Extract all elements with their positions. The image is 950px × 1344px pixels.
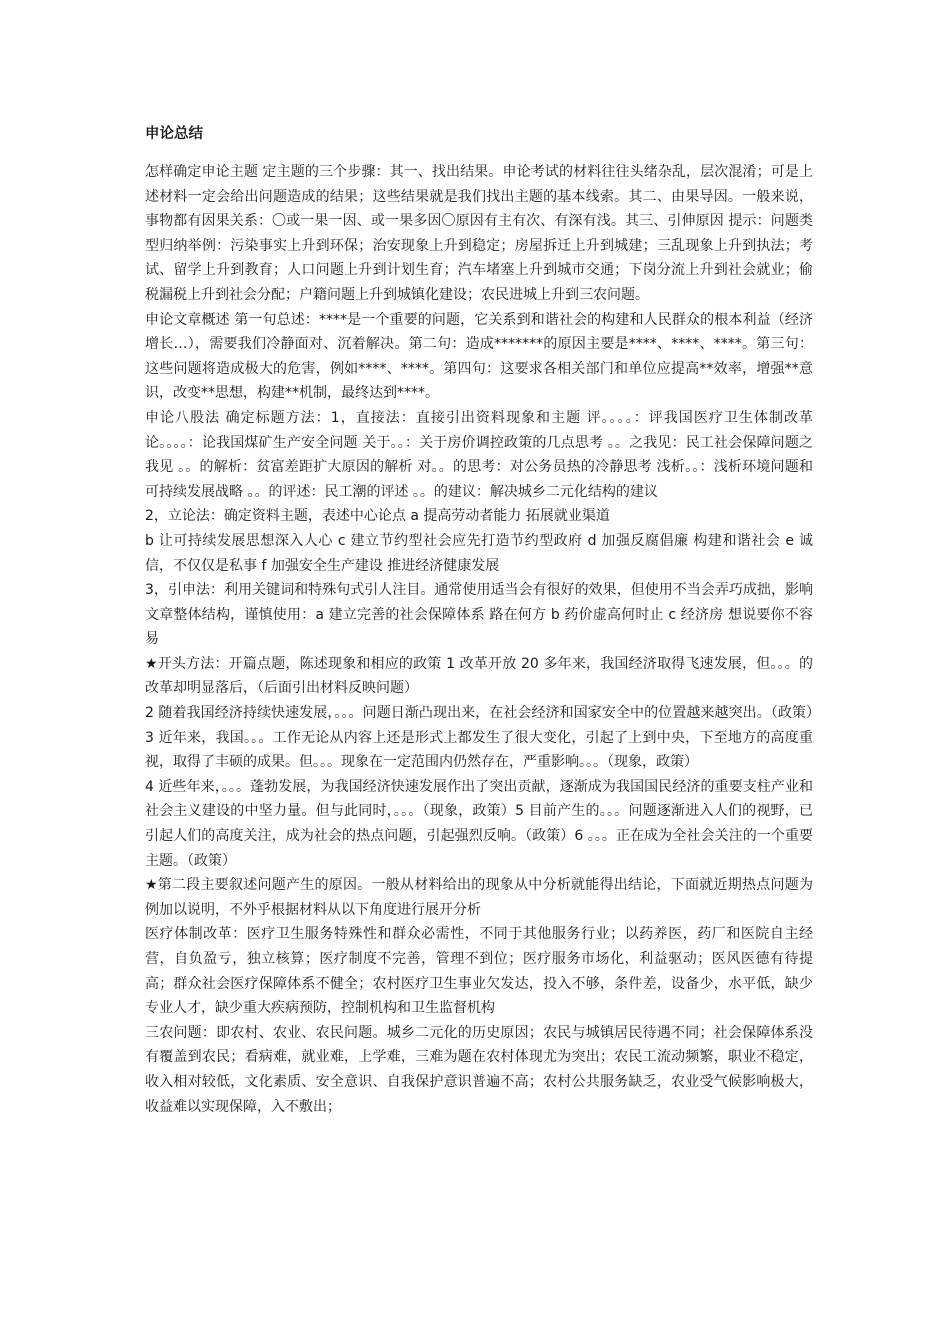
document-page [145,122,813,1119]
paragraph-article-overview: 申论文章概述 第一句总述：****是一个重要的问题，它关系到和谐社会的构建和人民群众的根本利益（经济增长…），需要我们冷静面对、沉着解决。第二句：造成*******的原因主要是****、****、****。第三句：这些问题将造成极大的危害，例如****、****。第四句：这要求各相关部门和单位应提高**效率，增强**意识，改变**思想，构建**机制，最终达到****。 [145,311,813,402]
paragraph-opening-example-2: 2 随着我国经济持续快速发展，。。。问题日渐凸现出来，在社会经济和国家安全中的位置越来越突出。（政策）3 近年来，我国。。。工作无论从内容上还是形式上都发生了很大变化，引起了上到中央，下至地方的高度重视，取得了丰硕的成果。但。。。现象在一定范围内仍然存在，严重影响。。。（现象，政策） [145,705,813,771]
paragraph-opening-methods: ★开头方法：开篇点题，陈述现象和相应的政策 1 改革开放 20 多年来，我国经济取得飞速发展，但。。。的改革却明显落后，（后面引出材料反映问题） [145,655,813,697]
paragraph-three-rural-issues: 三农问题：即农村、农业、农民问题。城乡二元化的历史原因；农民与城镇居民待遇不同；社会保障体系没有覆盖到农民；看病难，就业难，上学难，三难为题在农村体现尤为突出；农民工流动频繁，职业不稳定，收入相对较低，文化素质、安全意识、自我保护意识普遍不高；农村公共服务缺乏，农业受气候影响极大，收益难以实现保障，入不敷出； [145,1024,813,1115]
paragraph-opening-example-4: 4 近些年来，。。。蓬勃发展，为我国经济快速发展作出了突出贡献，逐渐成为我国国民经济的重要支柱产业和社会主义建设的中坚力量。但与此同时，。。。（现象，政策）5 目前产生的。。。问题逐渐进入人们的视野，已引起人们的高度关注，成为社会的热点问题，引起强烈反响。（政策）6 。。。正在成为全社会关注的一个重要主题。（政策） [145,778,813,869]
paragraph-medical-reform: 医疗体制改革：医疗卫生服务特殊性和群众必需性，不同于其他服务行业；以药养医，药厂和医院自主经营，自负盈亏，独立核算；医疗制度不完善，管理不到位；医疗服务市场化，利益驱动；医风医德有待提高；群众社会医疗保障体系不健全；农村医疗卫生事业欠发达，投入不够，条件差，设备少，水平低，缺少专业人才，缺少重大疾病预防，控制机构和卫生监督机构 [145,926,813,1017]
document-title: 申论总结 [145,126,203,142]
paragraph-extension-method: 3，引申法：利用关键词和特殊句式引人注目。通常使用适当会有很好的效果，但使用不当会弄巧成拙，影响文章整体结构，谨慎使用：a 建立完善的社会保障体系 路在何方 b 药价虚高何时止 c 经济房 想说要你不容易 [145,582,813,648]
paragraph-argument-examples: b 让可持续发展思想深入人心 c 建立节约型社会应先打造节约型政府 d 加强反腐倡廉 构建和谐社会 e 诚信，不仅仅是私事 f 加强安全生产建设 推进经济健康发展 [145,532,813,574]
paragraph-argument-method: 2，立论法：确定资料主题，表述中心论点 a 提高劳动者能力 拓展就业渠道 [145,508,610,525]
paragraph-second-section: ★第二段主要叙述问题产生的原因。一般从材料给出的现象从中分析就能得出结论，下面就近期热点问题为例加以说明，不外乎根据材料从以下角度进行展开分析 [145,877,813,918]
paragraph-main-theme: 怎样确定申论主题 定主题的三个步骤：其一、找出结果。申论考试的材料往往头绪杂乱，层次混淆；可是上述材料一定会给出问题造成的结果；这些结果就是我们找出主题的基本线索。其二、由果导因。一般来说，事物都有因果关系：〇或一果一因、或一果多因〇原因有主有次、有深有浅。其三、引伸原因 提示：问题类型归纳举例：污染事实上升到环保；治安现象上升到稳定；房屋拆迁上升到城建；三乱现象上升到执法；考试、留学上升到教育；人口问题上升到计划生育；汽车堵塞上升到城市交通；下岗分流上升到社会就业；偷税漏税上升到社会分配；户籍问题上升到城镇化建设；农民进城上升到三农问题。 [145,164,813,303]
paragraph-title-methods: 申论八股法 确定标题方法：1，直接法：直接引出资料现象和主题 评。。。。：评我国医疗卫生体制改革 论。。。。：论我国煤矿生产安全问题 关于。。：关于房价调控政策的几点思考 。。之我见：民工社会保障问题之我见 。。的解析：贫富差距扩大原因的解析 对。。的思考：对公务员热的冷静思考 浅析。。：浅析环境问题和可持续发展战略 。。的评述：民工潮的评述 。。的建议：解决城乡二元化结构的建议 [145,409,813,500]
